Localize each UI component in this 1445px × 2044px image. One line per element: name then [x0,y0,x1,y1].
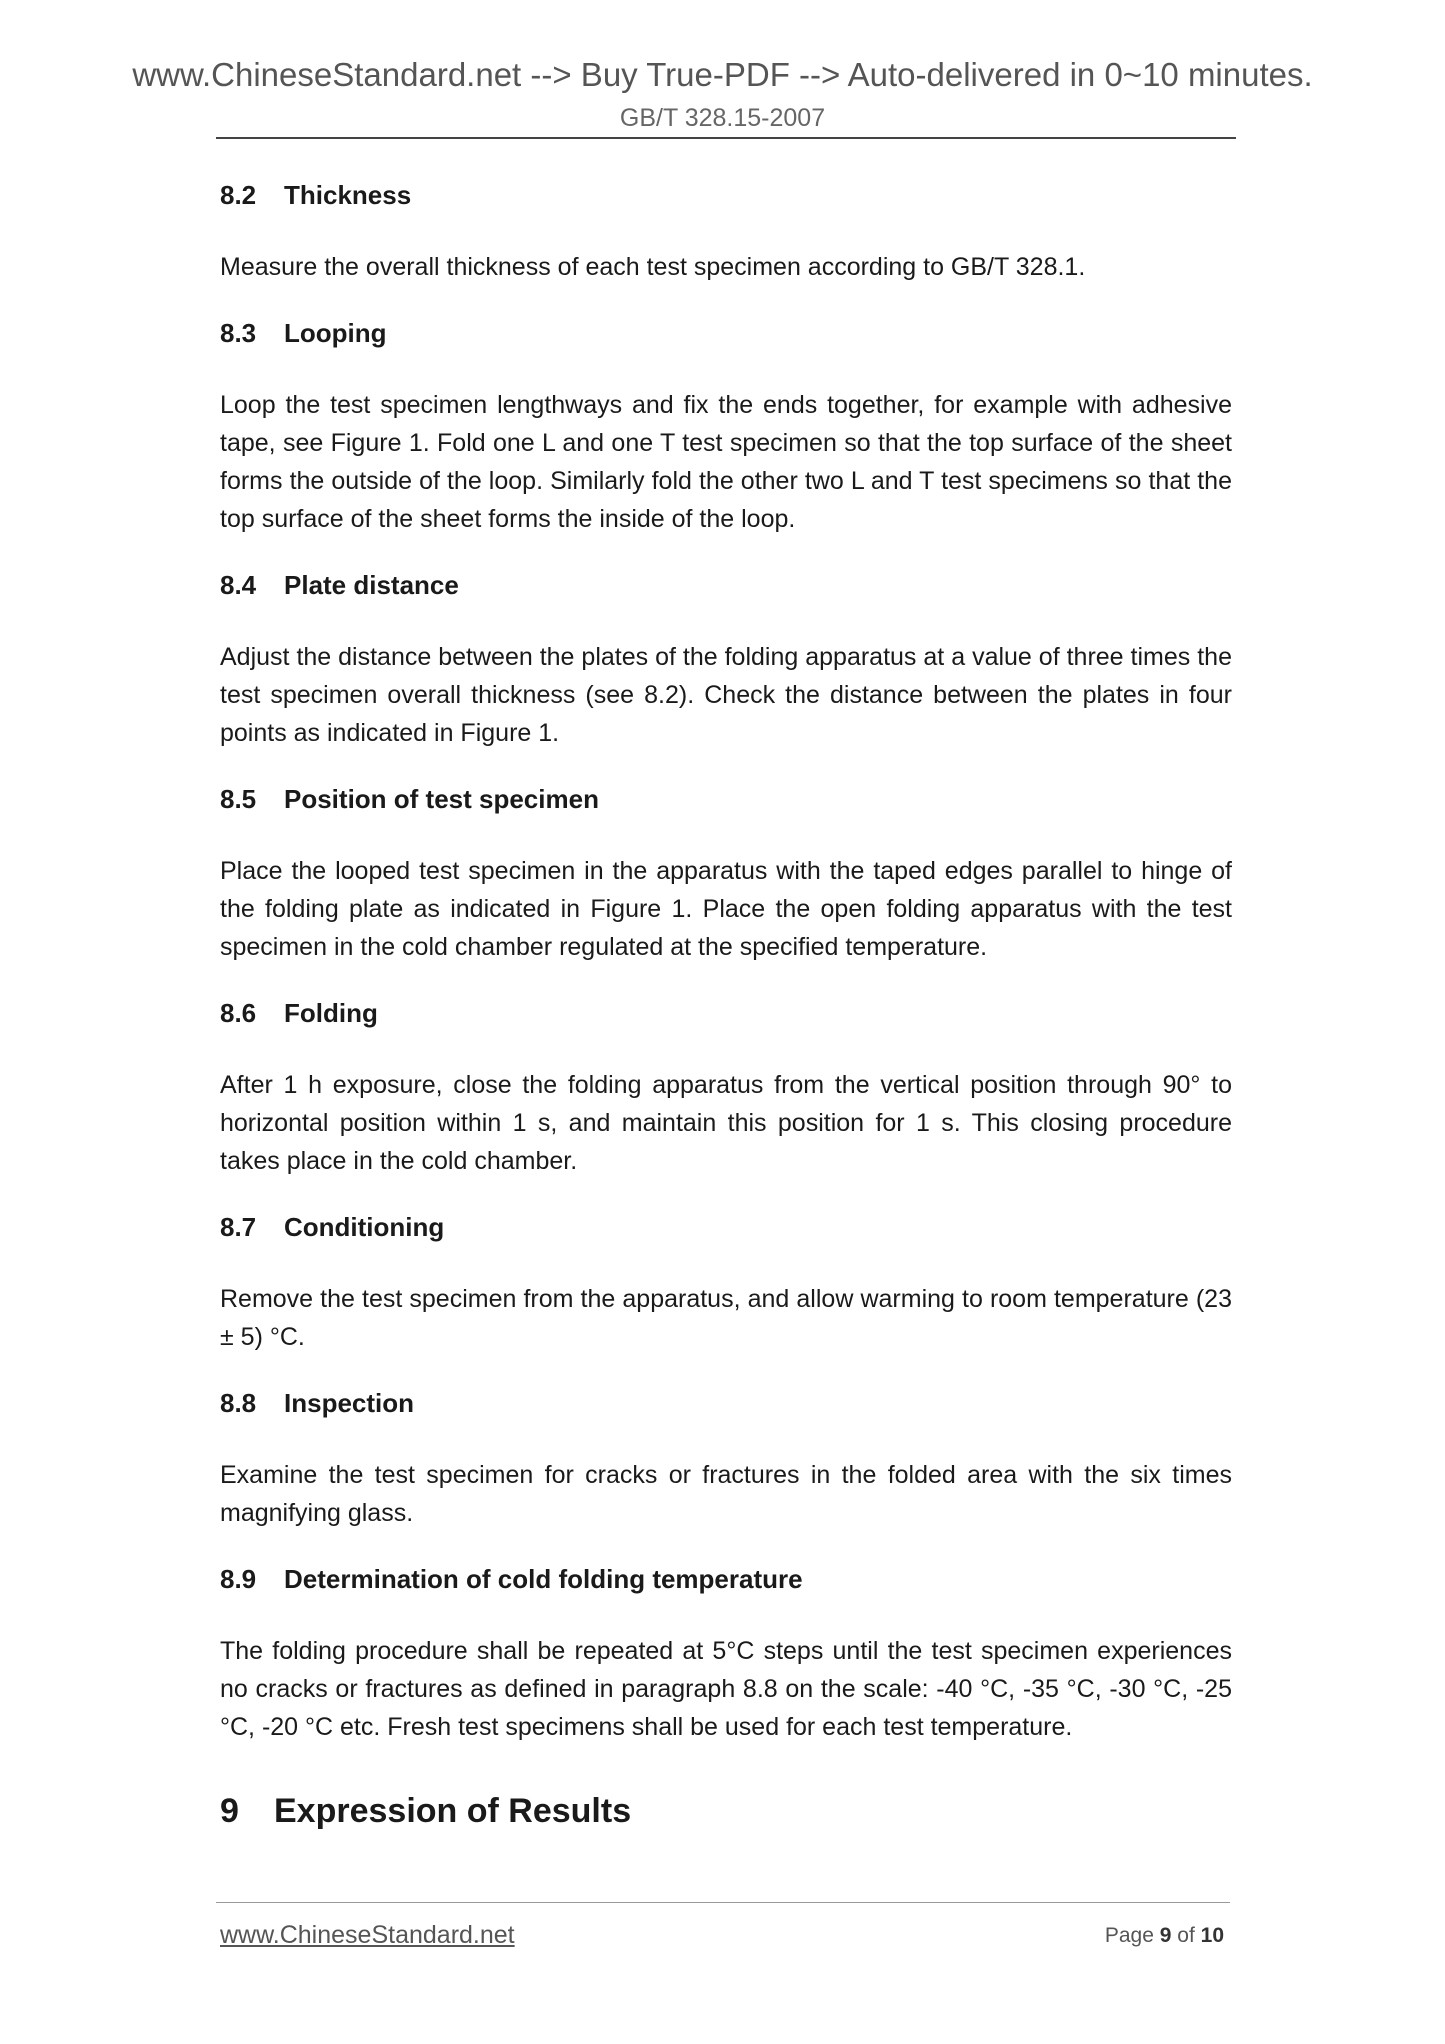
section-text-8-9: The folding procedure shall be repeated at 5°C steps until the test specimen experiences no cracks or fractures as defined in paragraph 8.8 on the scale: -40 °C, -35 °C, -30 °C, -25 °C, -20 °C etc. Fresh test specimens shall be used for each test temperature. [220,1637,1232,1741]
standard-code: GB/T 328.15-2007 [619,104,826,132]
chapter-heading-9 [220,1790,1232,1832]
section-heading-8-9 [220,1562,1232,1596]
section-title: Conditioning [284,1212,445,1242]
section-title: Determination of cold folding temperature [284,1564,803,1594]
section-title: Folding [284,998,378,1028]
section-number: 8.6 [220,998,257,1028]
section-number: 8.4 [220,570,257,600]
section-heading-8-3 [220,316,1232,350]
section-title: Thickness [284,180,412,210]
header-banner: www.ChineseStandard.net --> Buy True-PDF --> Auto-delivered in 0~10 minutes. [132,56,1313,93]
section-title: Looping [284,318,387,348]
page-label: Page [1104,1924,1154,1947]
section-number: 8.3 [220,318,257,348]
section-heading-8-4 [220,568,1232,602]
section-heading-8-8 [220,1386,1232,1420]
section-heading-8-6 [220,996,1232,1030]
section-number: 8.2 [220,180,257,210]
section-number: 8.7 [220,1212,257,1242]
chapter-title: Expression of Results [274,1792,632,1830]
section-heading-8-5 [220,782,1232,816]
section-heading-8-2 [220,178,1232,212]
section-title: Position of test specimen [284,784,599,814]
section-title: Plate distance [284,570,459,600]
page-of: of [1177,1924,1195,1947]
document-body [220,178,1232,1832]
page-number [1105,1924,1224,1948]
section-text-8-6: After 1 h exposure, close the folding apparatus from the vertical position through 90° to horizontal position within 1 s, and maintain this position for 1 s. This closing procedure takes place in the cold chamber. [220,1071,1232,1175]
section-text-8-2: Measure the overall thickness of each test specimen according to GB/T 328.1. [220,253,1086,281]
section-text-8-4: Adjust the distance between the plates of the folding apparatus at a value of three times the test specimen overall thickness (see 8.2). Check the distance between the plates in four points as indicated in Figure 1. [220,643,1232,747]
section-text-8-7: Remove the test specimen from the apparatus, and allow warming to room temperature (23 ± 5) °C. [220,1285,1232,1351]
section-number: 8.9 [220,1564,257,1594]
section-number: 8.8 [220,1388,257,1418]
section-number: 8.5 [220,784,257,814]
chapter-number: 9 [220,1792,239,1830]
footer-website-link[interactable]: www.ChineseStandard.net [220,1921,515,1949]
page-total: 10 [1200,1924,1224,1947]
page-current: 9 [1159,1924,1172,1947]
section-title: Inspection [284,1388,415,1418]
section-text-8-5: Place the looped test specimen in the apparatus with the taped edges parallel to hinge of the folding plate as indicated in Figure 1. Place the open folding apparatus with the test specimen in the cold chamber regulated at the specified temperature. [220,857,1232,961]
section-text-8-3: Loop the test specimen lengthways and fix the ends together, for example with adhesive tape, see Figure 1. Fold one L and one T test specimen so that the top surface of the sheet forms the outside of the loop. Similarly fold the other two L and T test specimens so that the top surface of the sheet forms the inside of the loop. [220,391,1232,533]
section-heading-8-7 [220,1210,1232,1244]
section-text-8-8: Examine the test specimen for cracks or fractures in the folded area with the six times magnifying glass. [220,1461,1232,1527]
footer-divider [216,1902,1230,1903]
header-divider [216,137,1236,139]
